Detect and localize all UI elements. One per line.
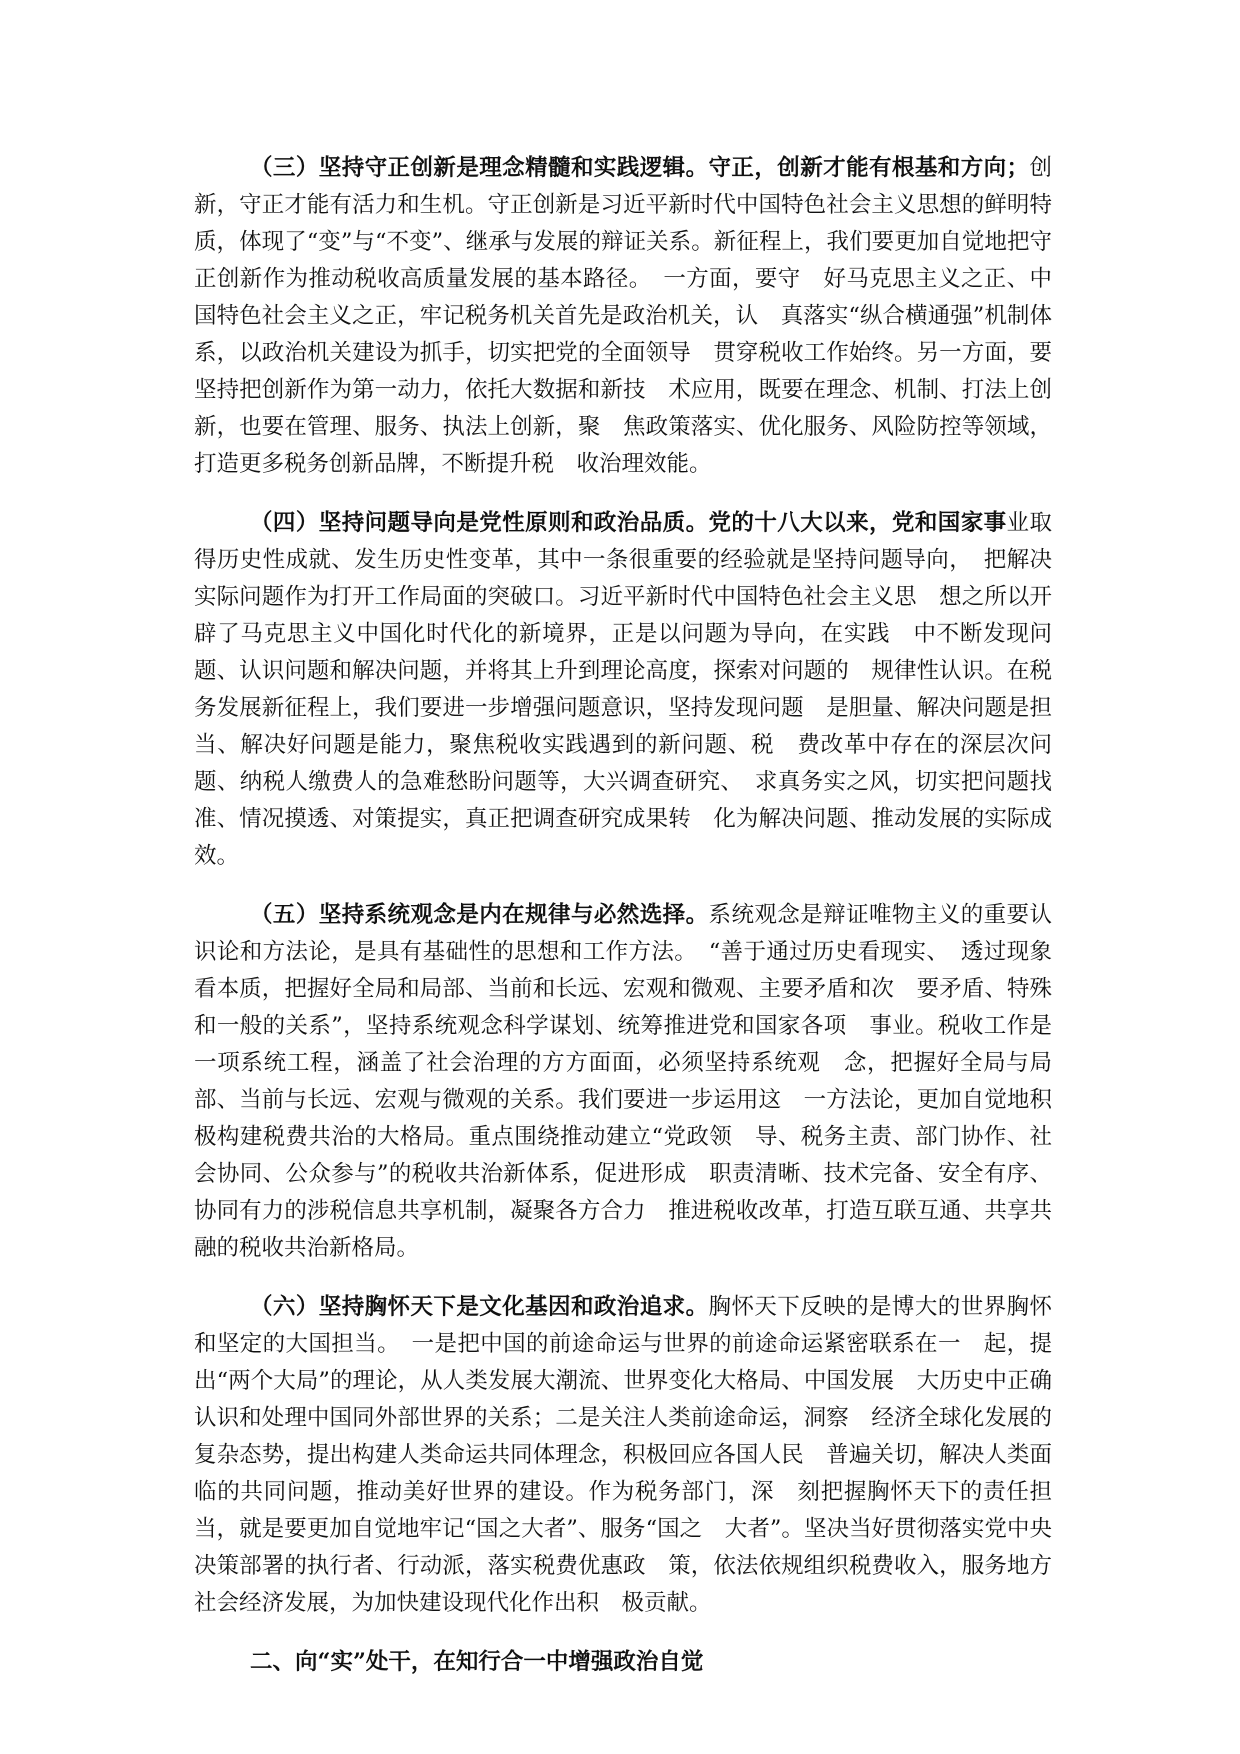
paragraph-five-body: 系统观念是辩证唯物主义的重要认识论和方法论，是具有基础性的思想和工作方法。 “善于通过历史看现实、 透过现象看本质，把握好全局和局部、当前和长远、宏观和微观、主要矛盾和次 要矛盾、特殊和一般的关系”，坚持系统观念科学谋划、统筹推进党和国家各项 事业。税收工作是一项系统工程，涵盖了社会治理的方方面面，必须坚持系统观 念，把握好全局与局部、当前与长远、宏观与微观的关系。我们要进一步运用这 一方法论，更加自觉地积极构建税费共治的大格局。重点围绕推动建立“党政领 导、税务主责、部门协作、社会协同、公众参与”的税收共治新体系，促进形成 职责清晰、技术完备、安全有序、协同有力的涉税信息共享机制，凝聚各方合力 推进税收改革，打造互联互通、共享共融的税收共治新格局。 — [194, 902, 1052, 1261]
paragraph-six-lead: （六）坚持胸怀天下是文化基因和政治追求。 — [250, 1294, 709, 1320]
paragraph-three-lead: （三）坚持守正创新是理念精髓和实践逻辑。守正，创新才能有根基和方向； — [250, 155, 1030, 181]
paragraph-three — [194, 150, 1052, 483]
paragraph-five-lead: （五）坚持系统观念是内在规律与必然选择。 — [250, 902, 709, 928]
paragraph-four — [194, 505, 1052, 875]
paragraph-five — [194, 897, 1052, 1267]
document-page — [194, 150, 1052, 1681]
paragraph-three-body: 创新，守正才能有活力和生机。守正创新是习近平新时代中国特色社会主义思想的鲜明特质，体现了“变”与“不变”、继承与发展的辩证关系。新征程上，我们要更加自觉地把守正创新作为推动税收高质量发展的基本路径。 一方面，要守 好马克思主义之正、中国特色社会主义之正，牢记税务机关首先是政治机关，认 真落实“纵合横通强”机制体系，以政治机关建设为抓手，切实把党的全面领导 贯穿税收工作始终。另一方面，要坚持把创新作为第一动力，依托大数据和新技 术应用，既要在理念、机制、打法上创新，也要在管理、服务、执法上创新，聚 焦政策落实、优化服务、风险防控等领域，打造更多税务创新品牌，不断提升税 收治理效能。 — [194, 155, 1052, 477]
paragraph-six-body: 胸怀天下反映的是博大的世界胸怀和坚定的大国担当。 一是把中国的前途命运与世界的前途命运紧密联系在一 起，提出“两个大局”的理论，从人类发展大潮流、世界变化大格局、中国发展 大历史中正确认识和处理中国同外部世界的关系；二是关注人类前途命运，洞察 经济全球化发展的复杂态势，提出构建人类命运共同体理念，积极回应各国人民 普遍关切，解决人类面临的共同问题，推动美好世界的建设。作为税务部门，深 刻把握胸怀天下的责任担当，就是要更加自觉地牢记“国之大者”、服务“国之 大者”。坚决当好贯彻落实党中央决策部署的执行者、行动派，落实税费优惠政 策，依法依规组织税费收入，服务地方社会经济发展，为加快建设现代化作出积 极贡献。 — [194, 1294, 1052, 1616]
paragraph-six — [194, 1289, 1052, 1622]
section-heading: 二、向“实”处干，在知行合一中增强政治自觉 — [250, 1649, 704, 1675]
paragraph-four-body: 业取得历史性成就、发生历史性变革，其中一条很重要的经验就是坚持问题导向， 把解决实际问题作为打开工作局面的突破口。习近平新时代中国特色社会主义思 想之所以开辟了马克思主义中国化时代化的新境界，正是以问题为导向，在实践 中不断发现问题、认识问题和解决问题，并将其上升到理论高度，探索对问题的 规律性认识。在税务发展新征程上，我们要进一步增强问题意识，坚持发现问题 是胆量、解决问题是担当、解决好问题是能力，聚焦税收实践遇到的新问题、税 费改革中存在的深层次问题、纳税人缴费人的急难愁盼问题等，大兴调查研究、 求真务实之风，切实把问题找准、情况摸透、对策提实，真正把调查研究成果转 化为解决问题、推动发展的实际成效。 — [194, 510, 1052, 869]
paragraph-four-lead: （四）坚持问题导向是党性原则和政治品质。党的十八大以来，党和国家事 — [250, 510, 1007, 536]
